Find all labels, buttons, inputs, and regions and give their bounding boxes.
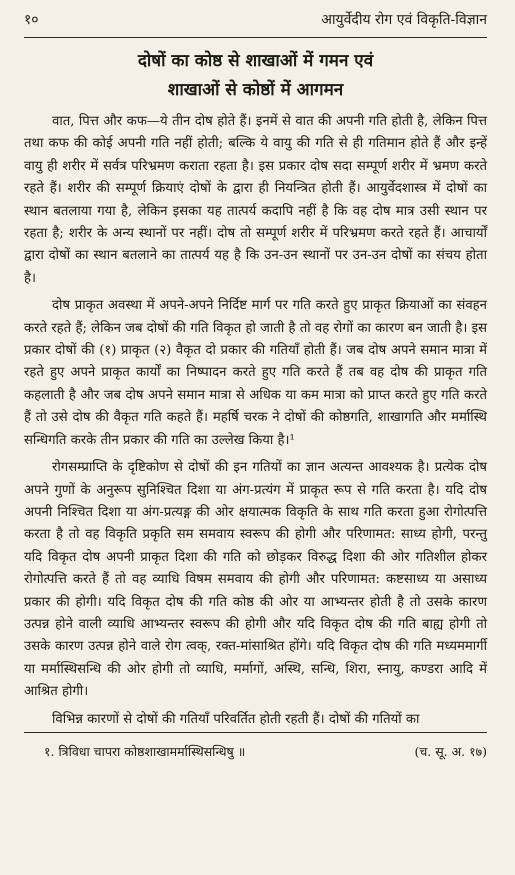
footnote-reference: (च. सू. अ. १७): [414, 743, 487, 759]
running-title: आयुर्वेदीय रोग एवं विकृति-विज्ञान: [321, 12, 487, 28]
section-title-line-1: दोषों का कोष्ठ से शाखाओं में गमन एवं: [137, 51, 374, 71]
footnote: [24, 743, 487, 760]
footnote-text: १. त्रिविधा चापरा कोष्ठशाखामर्मास्थिसन्धिषु ॥: [44, 743, 246, 759]
paragraph-1: वात, पित्त और कफ—ये तीन दोष होते हैं। इनमें से वात की अपनी गति होती है, लेकिन पित्त तथा कफ की कोई अपनी गति नहीं होती; बल्कि ये वायु की गति से ही गतिमान होते हैं और इन्हें वायु ही शरीर में सर्वत्र परिभ्रमण कराता रहता है। इस प्रकार दोष सदा सम्पूर्ण शरीर में भ्रमण करते रहते हैं। शरीर की सम्पूर्ण क्रियाएं दोषों के द्वारा ही नियन्त्रित होती हैं। आयुर्वेदशास्त्र में दोषों का स्थान बतलाया गया है, लेकिन इसका यह तात्पर्य कदापि नहीं है कि वह दोष मात्र उसी स्थान पर रहता है; शरीर के अन्य स्थानों पर नहीं। दोष तो सम्पूर्ण शरीर में परिभ्रमण करते रहते हैं। आचार्यों द्वारा दोषों का स्थान बतलाने का तात्पर्य यह है कि उन-उन स्थानों पर उन-उन दोषों का संचय होता है।: [24, 114, 487, 286]
section-title: [24, 47, 487, 105]
paragraph-2: दोष प्राकृत अवस्था में अपने-अपने निर्दिष्ट मार्ग पर गति करते हुए प्राकृत क्रियाओं का संवहन करते रहते हैं; लेकिन जब दोषों की गति विकृत हो जाती है तो वह रोगों का कारण बन जाती है। इस प्रकार दोषों की (१) प्राकृत (२) वैकृत दो प्रकार की गतियाँ होती हैं। जब दोष अपने समान मात्रा में रहते हुए अपने प्राकृत कार्यों का निष्पादन करते हुए गति करते हैं तब वह दोष की प्राकृत गति कहलाती है और जब दोष अपने समान मात्रा से अधिक या कम मात्रा को प्राप्त करते हुए गति करते हैं तो उसे दोष की वैकृत गति कहते हैं। महर्षि चरक ने दोषों की कोष्ठगति, शाखागति और मर्मास्थि सन्धिगति करके तीन प्रकार की गति का उल्लेख किया है।¹: [24, 298, 487, 448]
header-rule: [24, 37, 487, 38]
page-number: १०: [24, 12, 39, 28]
running-header: [24, 10, 487, 34]
paragraph-3: रोगसम्प्राप्ति के दृष्टिकोण से दोषों की इन गतियों का ज्ञान अत्यन्त आवश्यक है। प्रत्येक दोष अपने गुणों के अनुरूप सुनिश्चित दिशा या अंग-प्रत्यंग में प्राकृत रूप से गति करता है। यदि दोष अपनी निश्चित दिशा या अंग-प्रत्यङ्ग की ओर क्षयात्मक विकृति के साथ गति करता हुआ रोगोत्पत्ति करता है तो वह विकृति प्रकृति सम समवाय स्वरूप की होगी और परिणामत: साध्य होगी, परन्तु यदि विकृत दोष अपनी प्राकृत दिशा की गति को छोड़कर विरुद्ध दिशा की ओर गतिशील होकर रोगोत्पत्ति करते हैं तो वह व्याधि विषम समवाय की होगी और परिणामत: कष्टसाध्य या असाध्य प्रकार की होगी। यदि विकृत दोष की गति कोष्ठ की ओर या आभ्यन्तर होती है तो उसके कारण उत्पन्न होने वाली व्याधि आभ्यन्तर स्वरूप की होगी और यदि विकृत दोष की गति बाह्य होगी तो उसके कारण उत्पन्न होने वाले रोग त्वक्, रक्त-मांसाश्रित होंगे। यदि विकृत दोष की गति मध्यममार्गी या मर्मास्थिसन्धि की ओर होगी तो व्याधि, मर्मागों, अस्थि, सन्धि, शिरा, स्नायु, कण्डरा आदि में आश्रित होगी।: [24, 460, 487, 700]
paragraph-4: विभिन्न कारणों से दोषों की गतियाँ परिवर्तित होती रहती हैं। दोषों की गतियों का: [24, 709, 487, 733]
section-title-line-2: शाखाओं से कोष्ठों में आगमन: [167, 80, 344, 100]
